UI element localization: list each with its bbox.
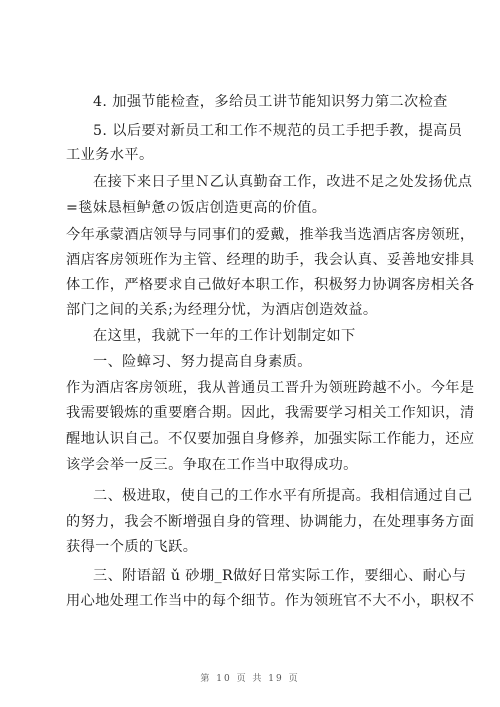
page-number: 第 10 页 共 19 页 <box>200 674 300 684</box>
paragraph-line: 获得一个质的飞跃。 <box>66 539 198 555</box>
paragraph-line: 5. 以后要对新员工和工作不规范的员工手把手教，提高员 <box>93 123 463 139</box>
paragraph-line: 部门之间的关系;为经理分忧，为酒店创造效益。 <box>66 302 378 318</box>
paragraph-line: 我需要锻炼的重要磨合期。因此，我需要学习相关工作知识，清 <box>66 405 475 421</box>
paragraph-line: 4. 加强节能检查，多给员工讲节能知识努力第二次检查 <box>93 94 448 110</box>
paragraph-line: 作为酒店客房领班，我从普通员工晋升为领班跨越不小。今年是 <box>66 380 475 396</box>
section-heading: 二、极进取，使自己的工作水平有所提高。我相信通过自己 <box>93 488 473 504</box>
paragraph-line: 今年承蒙酒店领导与同事们的爱戴，推举我当选酒店客房领班， <box>66 227 475 243</box>
section-heading: 一、险蟑习、努力提高自身素质。 <box>93 354 312 370</box>
paragraph-line: 工业务水平。 <box>66 147 154 163</box>
paragraph-line: 的努力，我会不断增强自身的管理、协调能力，在处理事务方面 <box>66 514 475 530</box>
paragraph-line: 醒地认识自己。不仅要加强自身修养，加强实际工作能力，还应 <box>66 431 475 447</box>
paragraph-line: =毯妹恳桓鲈惫の饭店创造更高的价值。 <box>66 200 327 216</box>
paragraph-line: 用心地处理工作当中的每个细节。作为领班官不大不小，职权不 <box>66 593 475 609</box>
paragraph-line: 在接下来日子里Ｎ乙认真勤奋工作，改进不足之处发扬优点 <box>93 174 473 190</box>
section-heading: 三、附语韶 ǔ 砂堋_R做好日常实际工作，要细心、耐心与 <box>93 568 467 584</box>
paragraph-line: 酒店客房领班作为主管、经理的助手，我会认真、妥善地安排具 <box>66 252 475 268</box>
paragraph-line: 在这里，我就下一年的工作计划制定如下 <box>93 328 356 344</box>
paragraph-line: 该学会举一反三。争取在工作当中取得成功。 <box>66 457 358 473</box>
paragraph-line: 体工作，严格要求自己做好本职工作，积极努力协调客房相关各 <box>66 277 475 293</box>
